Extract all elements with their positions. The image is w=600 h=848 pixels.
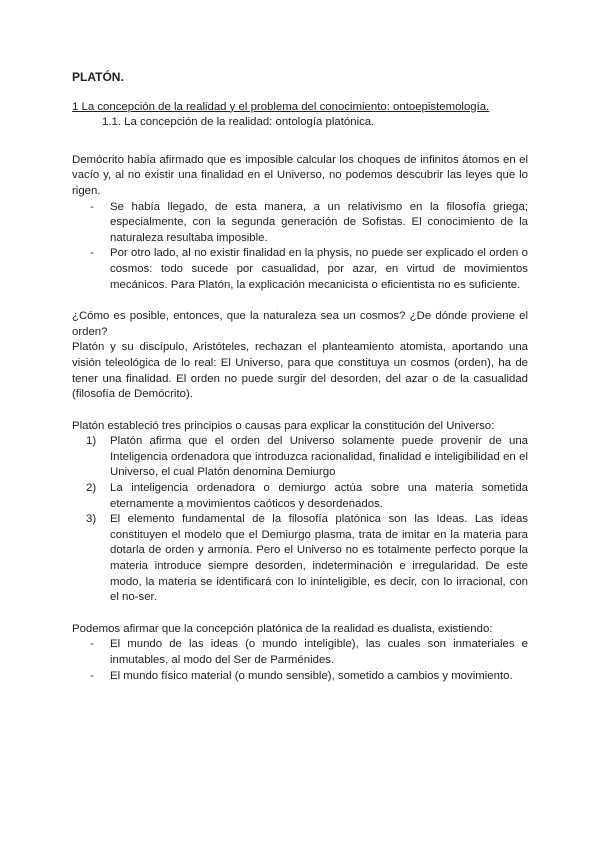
list-marker: 2) — [86, 482, 97, 495]
section-heading: 1 La concepción de la realidad y el problema del conocimiento: ontoepistemología. — [72, 100, 490, 113]
list-item — [72, 481, 528, 512]
list-item — [72, 434, 528, 481]
list-marker: - — [90, 638, 94, 651]
list-item-text: La inteligencia ordenadora o demiurgo actúa sobre una materia sometida eternamente a movimientos caóticos y desordenados. — [110, 482, 528, 510]
list-worlds — [72, 637, 528, 684]
list-item-text: Se había llegado, de esta manera, a un relativismo en la filosofía griega; especialmente, con la segunda generación de Sofistas. El conocimiento de la naturaleza resultaba imposible. — [110, 200, 528, 244]
list-item — [72, 246, 528, 293]
document-title: PLATÓN. — [72, 70, 124, 84]
paragraph-democrito: Demócrito había afirmado que es imposible calcular los choques de infinitos átomos en el vacío y, al no existir una finalidad en el Universo, no podemos descubrir las leyes que lo rigen. — [72, 153, 528, 197]
list-item-text: Por otro lado, al no existir finalidad en la physis, no puede ser explicado el orden o cosmos: todo sucede por casualidad, por azar, en virtud de movimientos mecánicos. Para Platón, la explicación mecanicista o eficientista no es suficiente. — [110, 247, 528, 291]
paragraph-question: ¿Cómo es posible, entonces, que la naturaleza sea un cosmos? ¿De dónde proviene el orden? — [72, 310, 528, 338]
list-item — [72, 200, 528, 247]
list-marker: - — [90, 200, 94, 213]
list-item — [72, 669, 528, 685]
spacer — [72, 293, 528, 309]
list-item-text: Platón afirma que el orden del Universo solamente puede provenir de una Inteligencia ordenadora que introduzca racionalidad, finalidad e inteligibilidad en el Universo, el cual Platón denomina Demiurgo — [110, 435, 528, 479]
list-item-text: El mundo físico material (o mundo sensible), sometido a cambios y movimiento. — [110, 669, 513, 682]
document-body — [72, 70, 528, 684]
list-item-text: El elemento fundamental de la filosofía platónica son las Ideas. Las ideas constituyen el modelo que el Demiurgo plasma, trata de imitar en la materia para dotarla de orden y armonía. Pero el Universo no es totalmente perfecto porque la materia introduce siempre desorden, indeterminación e irregularidad. De este modo, la materia se identificará con lo ininteligible, es decir, con lo irracional, con el no-ser. — [110, 513, 528, 604]
list-item-text: El mundo de las ideas (o mundo inteligible), las cuales son inmateriales e inmutables, al modo del Ser de Parménides. — [110, 638, 528, 666]
list-marker: 1) — [86, 435, 97, 448]
list-consequences — [72, 200, 528, 294]
subsection-heading: 1.1. La concepción de la realidad: ontología platónica. — [102, 116, 375, 129]
spacer — [72, 606, 528, 622]
list-marker: - — [90, 247, 94, 260]
paragraph-principles-intro: Platón estableció tres principios o causas para explicar la constitución del Universo: — [72, 419, 495, 432]
list-marker: 3) — [86, 513, 97, 526]
spacer — [72, 403, 528, 419]
list-item — [72, 512, 528, 606]
list-marker: - — [90, 669, 94, 682]
paragraph-dualist: Podemos afirmar que la concepción platónica de la realidad es dualista, existiendo: — [72, 622, 493, 635]
list-item — [72, 637, 528, 668]
paragraph-aristoteles: Platón y su discípulo, Aristóteles, rechazan el planteamiento atomista, aportando una visión teleológica de lo real: El Universo, para que constituya un cosmos (orden), ha de tener una finalidad. El orden no puede surgir del desorden, del azar o de la casualidad (filosofía de Demócrito). — [72, 341, 528, 401]
list-principles — [72, 434, 528, 606]
